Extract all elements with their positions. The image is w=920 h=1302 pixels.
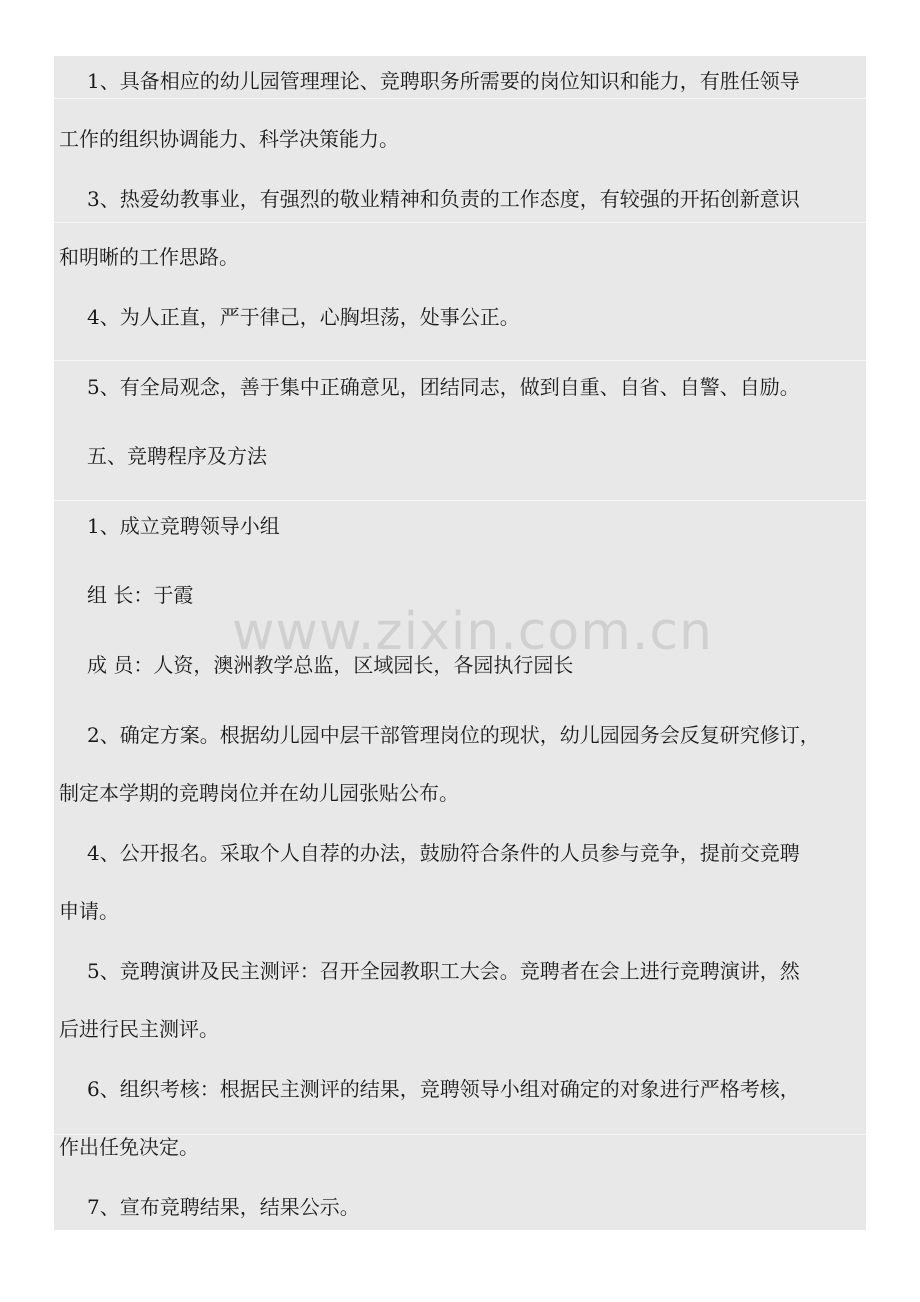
text-line: 申请。: [59, 899, 119, 923]
paragraph-group-leader: [54, 566, 866, 624]
text-line: 4、为人正直，严于律己，心胸坦荡，处事公正。: [87, 305, 520, 329]
paragraph-qualification-5: [54, 358, 866, 416]
text-line: 作出任免决定。: [59, 1135, 199, 1159]
text-line: 2、确定方案。根据幼儿园中层干部管理岗位的现状，幼儿园园务会反复研究修订，: [87, 723, 820, 747]
text-line: 组 长：于霞: [87, 583, 194, 607]
paragraph-step-5: [54, 942, 866, 1058]
text-line: 后进行民主测评。: [59, 1017, 219, 1041]
text-line: 1、具备相应的幼儿园管理理论、竞聘职务所需要的岗位知识和能力，有胜任领导: [87, 69, 800, 93]
paragraph-step-4: [54, 824, 866, 940]
paragraph-qualification-1: [54, 52, 866, 168]
text-line: 5、竞聘演讲及民主测评：召开全园教职工大会。竞聘者在会上进行竞聘演讲，然: [87, 959, 800, 983]
text-line: 1、成立竞聘领导小组: [87, 514, 280, 538]
text-line: 5、有全局观念，善于集中正确意见，团结同志，做到自重、自省、自警、自励。: [87, 375, 800, 399]
text-line: 工作的组织协调能力、科学决策能力。: [59, 127, 399, 151]
text-line: 成 员：人资，澳洲教学总监，区域园长，各园执行园长: [87, 653, 574, 677]
text-line: 3、热爱幼教事业，有强烈的敬业精神和负责的工作态度，有较强的开拓创新意识: [87, 187, 800, 211]
paragraph-step-6: [54, 1060, 866, 1176]
paragraph-step-7: [54, 1178, 866, 1236]
text-line: 和明晰的工作思路。: [59, 245, 239, 269]
document-page: [54, 56, 866, 1230]
text-line: 6、组织考核：根据民主测评的结果，竞聘领导小组对确定的对象进行严格考核，: [87, 1077, 800, 1101]
paragraph-step-1: [54, 497, 866, 555]
paragraph-group-members: [54, 636, 866, 694]
text-line: 4、公开报名。采取个人自荐的办法，鼓励符合条件的人员参与竞争，提前交竞聘: [87, 841, 800, 865]
text-line: 制定本学期的竞聘岗位并在幼儿园张贴公布。: [59, 781, 459, 805]
paragraph-step-2: [54, 706, 866, 822]
section-heading: [54, 427, 866, 485]
paragraph-qualification-4: [54, 288, 866, 346]
paragraph-qualification-3: [54, 170, 866, 286]
text-line: 五、竞聘程序及方法: [87, 444, 267, 468]
text-line: 7、宣布竞聘结果，结果公示。: [87, 1195, 360, 1219]
